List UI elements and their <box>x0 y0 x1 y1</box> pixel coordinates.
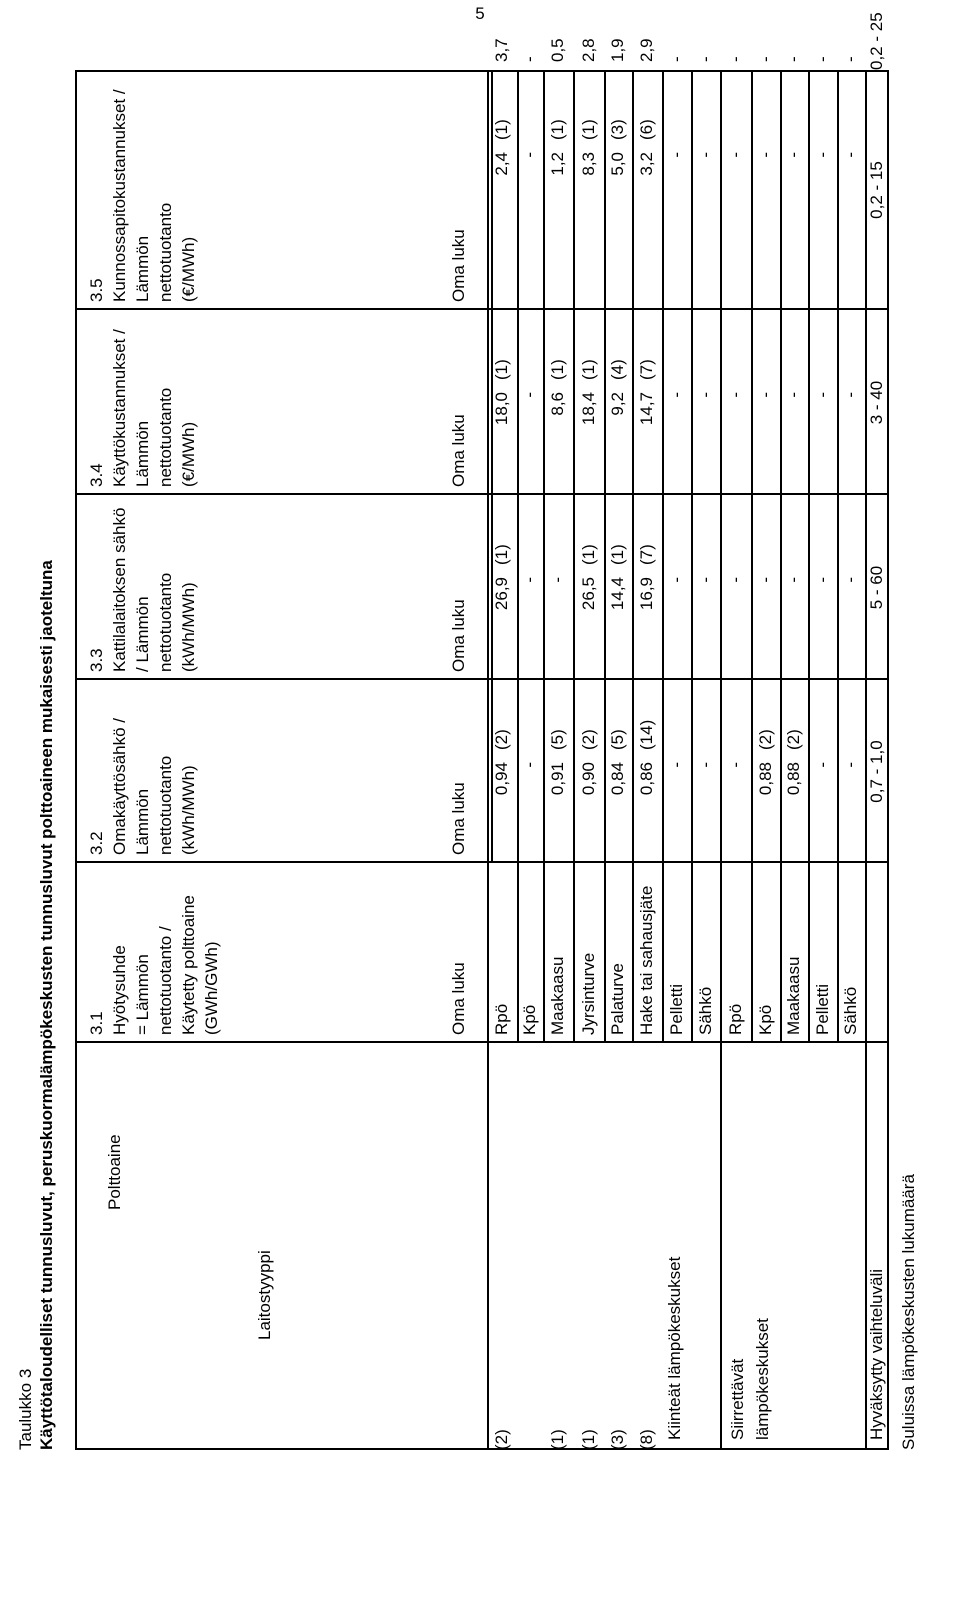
column-header-line: 3.2 <box>87 831 106 855</box>
table-value: - <box>520 392 539 398</box>
row-divider <box>837 70 839 1043</box>
fuel-label: Rpö <box>492 1003 511 1035</box>
table-value: - <box>666 152 686 158</box>
plant-count: (14) <box>637 719 656 750</box>
column-header-3 <box>85 503 200 672</box>
column-header-line: (GWh/GWh) <box>202 941 221 1035</box>
table-value: - <box>841 577 860 583</box>
plant-count: (1) <box>548 359 567 380</box>
oma-luku-label: Oma luku <box>449 414 468 487</box>
plant-count: (4) <box>608 359 627 380</box>
fuel-label: Kpö <box>520 1004 539 1035</box>
table-value: 8,3 <box>578 152 598 176</box>
column-header-line: 3.3 <box>87 648 106 672</box>
table-value: 16,9 <box>637 577 656 611</box>
plant-count: (8) <box>637 1429 656 1450</box>
oma-luku-label: Oma luku <box>449 782 468 855</box>
fuel-label: Palaturve <box>608 963 627 1035</box>
plant-count: (7) <box>637 359 656 380</box>
table-value: - <box>784 577 803 583</box>
column-header-line: Kattilalaitoksen sähkö / Lämmön <box>110 507 152 672</box>
row-divider <box>604 70 606 1043</box>
table-value: - <box>755 577 775 583</box>
plant-count: (1) <box>608 544 627 565</box>
table-value: 26,9 <box>492 577 511 611</box>
group-label-line: Siirrettävät <box>728 1358 747 1440</box>
table-value: - <box>520 56 539 62</box>
table-value: - <box>812 577 832 583</box>
table-value: - <box>725 577 745 583</box>
table-value: - <box>725 762 745 768</box>
column-header-line: nettotuotanto <box>156 202 175 302</box>
table-value: - <box>695 56 715 62</box>
column-header-line: = Lämmön nettotuotanto / Käytetty polttoaine <box>133 895 198 1035</box>
column-divider <box>75 308 889 310</box>
plant-count: (3) <box>608 119 627 140</box>
table-value: 8,6 <box>548 392 567 416</box>
table-value: 3,2 <box>637 152 656 176</box>
oma-luku-label: Oma luku <box>449 962 468 1035</box>
laitostyyppi-header: Laitostyyppi <box>255 1250 274 1340</box>
column-header-line: 3.5 <box>87 278 106 302</box>
row-divider <box>808 70 810 1043</box>
table-title <box>15 0 57 1450</box>
group-label-line: lämpökeskukset <box>753 1318 772 1440</box>
table-value: 18,0 <box>492 392 511 426</box>
table-value: 0,88 <box>784 762 803 796</box>
table-value: - <box>784 152 803 158</box>
range-value: 0,2 - 25 <box>867 12 886 70</box>
column-header-line: (€/MWh) <box>179 421 198 487</box>
table-value: 1,9 <box>608 38 627 62</box>
plant-count: (2) <box>578 729 598 750</box>
column-divider <box>75 1041 889 1043</box>
column-divider <box>75 678 889 680</box>
data-table <box>75 12 889 1450</box>
plant-count: (2) <box>784 729 803 750</box>
plant-count: (1) <box>578 119 598 140</box>
column-header-1 <box>85 871 223 1035</box>
row-divider <box>632 70 634 1043</box>
table-value: - <box>755 152 775 158</box>
table-value: - <box>784 392 803 398</box>
table-value: - <box>841 152 860 158</box>
plant-count: (1) <box>492 544 511 565</box>
table-value: - <box>695 577 715 583</box>
fuel-label: Maakaasu <box>548 956 567 1035</box>
table-value: - <box>841 762 860 768</box>
table-value: 9,2 <box>608 392 627 416</box>
column-header-2 <box>85 688 200 855</box>
column-header-line: Hyötysuhde <box>110 945 129 1035</box>
table-value: - <box>725 392 745 398</box>
group-label-kiinteat: Kiinteät lämpökeskukset <box>665 1256 684 1440</box>
table-value: - <box>695 152 715 158</box>
table-border-right <box>75 70 889 72</box>
row-divider <box>691 70 693 1043</box>
table-value: - <box>666 762 686 768</box>
row-divider <box>543 70 545 1043</box>
column-divider <box>75 861 889 863</box>
table-value: - <box>520 762 539 768</box>
table-value: - <box>812 762 832 768</box>
table-value: - <box>666 56 686 62</box>
table-value: - <box>666 392 686 398</box>
fuel-label: Rpö <box>725 1003 745 1035</box>
table-value: 3,7 <box>492 38 511 62</box>
table-value: - <box>755 56 775 62</box>
range-value: 3 - 40 <box>867 380 886 425</box>
table-value: 0,94 <box>492 762 511 796</box>
table-value: - <box>725 152 745 158</box>
table-value: 18,4 <box>578 392 598 426</box>
table-number: Taulukko 3 <box>16 1368 35 1450</box>
plant-count: (1) <box>548 119 567 140</box>
rotated-table-page <box>15 0 918 1450</box>
column-header-4 <box>85 318 200 487</box>
plant-count: (1) <box>548 1429 567 1450</box>
header-divider <box>487 70 489 1450</box>
plant-count: (1) <box>492 119 511 140</box>
table-value: - <box>520 577 539 583</box>
plant-count: (1) <box>578 544 598 565</box>
range-value: 0,2 - 15 <box>867 161 886 219</box>
fuel-label: Sähkö <box>695 986 715 1035</box>
table-value: 0,88 <box>755 762 775 796</box>
plant-count: (3) <box>608 1429 627 1450</box>
row-divider <box>573 70 575 1043</box>
table-value: 14,4 <box>608 577 627 611</box>
table-footnote: Suluissa lämpökeskusten lukumäärä <box>899 1174 918 1450</box>
plant-count: (1) <box>492 359 511 380</box>
table-value: 14,7 <box>637 392 656 426</box>
polttoaine-header: Polttoaine <box>105 1134 124 1210</box>
fuel-label: Pelletti <box>666 983 686 1035</box>
table-border-top <box>75 70 77 1450</box>
oma-luku-label: Oma luku <box>449 229 468 302</box>
table-value: - <box>841 56 860 62</box>
oma-luku-label: Oma luku <box>449 599 468 672</box>
column-header-line: (€/MWh) <box>179 236 198 302</box>
table-value: - <box>841 392 860 398</box>
fuel-label: Pelletti <box>812 983 832 1035</box>
fuel-label: Sähkö <box>841 986 860 1035</box>
column-header-line: (kWh/MWh) <box>179 765 198 855</box>
table-value: - <box>784 56 803 62</box>
table-value: - <box>812 56 832 62</box>
plant-count: (2) <box>492 1429 511 1450</box>
table-value: - <box>695 762 715 768</box>
table-value: 0,86 <box>637 762 656 796</box>
table-value: - <box>755 392 775 398</box>
plant-count: (6) <box>637 119 656 140</box>
table-value: 5,0 <box>608 152 627 176</box>
plant-count: (5) <box>608 729 627 750</box>
plant-count: (1) <box>578 1429 598 1450</box>
row-divider <box>662 70 664 1043</box>
column-header-line: 3.1 <box>87 1011 106 1035</box>
column-header-line: Omakäyttösähkö / Lämmön nettotuotanto <box>110 717 175 855</box>
plant-count: (7) <box>637 544 656 565</box>
table-value: - <box>666 577 686 583</box>
column-header-line: Käyttökustannukset / Lämmön nettotuotanto <box>110 329 175 487</box>
fuel-label: Jyrsinturve <box>578 952 598 1035</box>
table-value: 2,9 <box>637 38 656 62</box>
table-border-bottom <box>887 70 889 1450</box>
table-value: - <box>725 56 745 62</box>
row-divider <box>780 70 782 1043</box>
table-value: - <box>695 392 715 398</box>
range-value: 5 - 60 <box>867 565 886 610</box>
column-header-line: 3.4 <box>87 463 106 487</box>
table-value: - <box>812 152 832 158</box>
range-value: 0,7 - 1,0 <box>867 740 886 803</box>
page-number: 5 <box>475 4 485 23</box>
row-divider <box>751 70 753 1043</box>
column-header-line: (kWh/MWh) <box>179 582 198 672</box>
fuel-label: Maakaasu <box>784 956 803 1035</box>
row-divider <box>720 70 722 1450</box>
table-value: 2,8 <box>578 38 598 62</box>
table-value: - <box>520 152 539 158</box>
column-header-line: nettotuotanto <box>156 572 175 672</box>
table-value: 1,2 <box>548 152 567 176</box>
table-border-left <box>75 1448 889 1450</box>
column-header-5 <box>85 78 200 302</box>
column-divider <box>75 493 889 495</box>
fuel-label: Kpö <box>755 1004 775 1035</box>
table-value: - <box>812 392 832 398</box>
range-row-label: Hyväksytty vaihteluväli <box>867 1268 886 1440</box>
column-header-line: Kunnossapitokustannukset / Lämmön <box>110 89 152 302</box>
table-value: 26,5 <box>578 577 598 611</box>
table-value: 0,90 <box>578 762 598 796</box>
plant-count: (2) <box>755 729 775 750</box>
plant-count: (5) <box>548 729 567 750</box>
row-divider <box>517 70 519 1043</box>
table-value: 0,5 <box>548 38 567 62</box>
plant-count: (1) <box>578 359 598 380</box>
table-value: 2,4 <box>492 152 511 176</box>
table-value: 0,84 <box>608 762 627 796</box>
group-label-siirrettavat <box>725 1318 775 1440</box>
fuel-label: Hake tai sahausjäte <box>637 885 656 1035</box>
plant-count: (2) <box>492 729 511 750</box>
table-value: 0,91 <box>548 762 567 796</box>
table-value: - <box>548 577 567 583</box>
table-caption: Käyttötaloudelliset tunnusluvut, peruskuormalämpökeskusten tunnusluvut polttoaineen mukaisesti jaoteltuna <box>37 560 56 1450</box>
